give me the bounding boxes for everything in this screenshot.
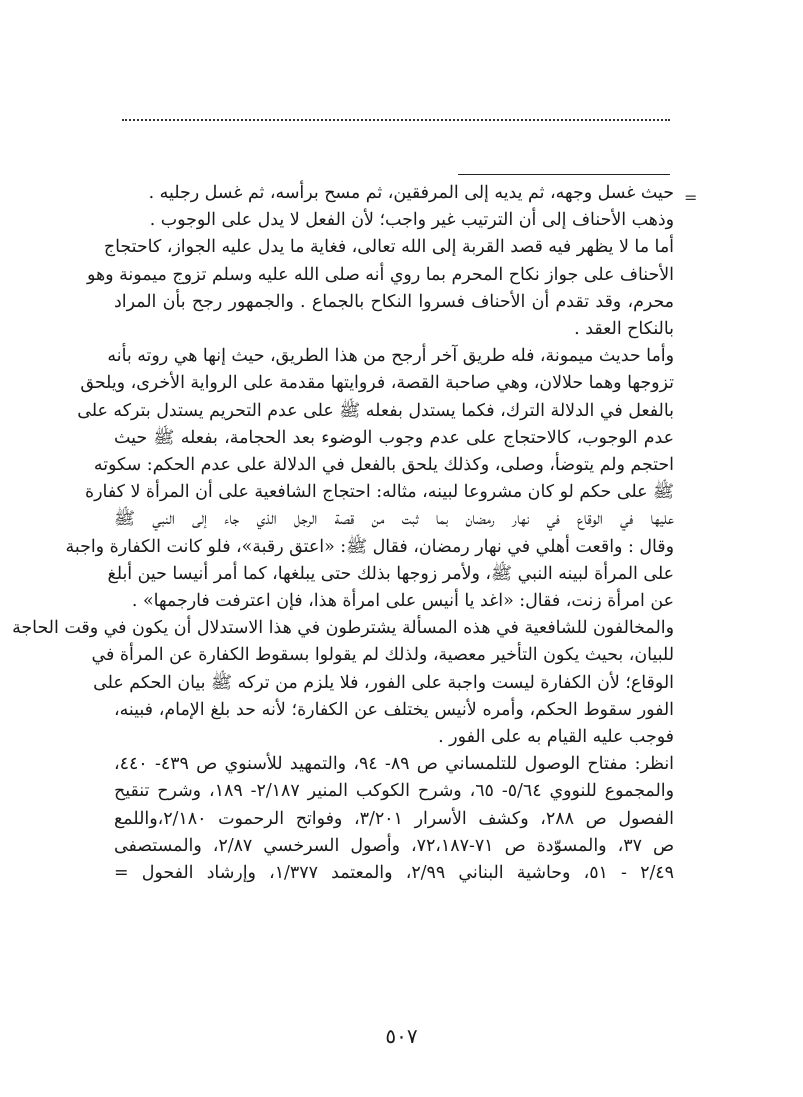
footnote-line: حيث غسل وجهه، ثم يديه إلى المرفقين، ثم مسح برأسه، ثم غسل رجليه . (148, 183, 674, 203)
footnote-line: عليها في الوقاع في نهار رمضان بما ثبت من قصة الرجل الذي جاء إلى النبي ﷺ (114, 509, 674, 530)
footnote-line: الفور سقوط الحكم، وأمره لأنيس يختلف عن الكفارة؛ لأنه حد بلغ الإمام، فبينه، (114, 699, 674, 720)
footnote-line: الوقاع؛ لأن الكفارة ليست واجبة على الفور، فلا يلزم من تركه ﷺ بيان الحكم على (93, 672, 674, 693)
footnote-line: فوجب عليه القيام به على الفور . (438, 727, 674, 748)
continuation-mark: = (684, 188, 698, 207)
reference-line: انظر: مفتاح الوصول للتلمساني ص ٨٩- ٩٤، والتمهيد للأسنوي ص ٤٣٩- ٤٤٠، (114, 754, 674, 775)
reference-line: والمجموع للنووي ٥/٦٤- ٦٥، وشرح الكوكب المنير ٢/١٨٧- ١٨٩، وشرح تنقيح (114, 781, 674, 802)
footnote-line: تزوجها وهما حلالان، وهي صاحبة القصة، فروايتها مقدمة على الرواية الأخرى، ويلحق (80, 373, 674, 394)
dotted-separator (122, 119, 670, 121)
page-number: ٥٠٧ (385, 1024, 418, 1048)
footnote-line: وأما حديث ميمونة، فله طريق آخر أرجح من هذا الطريق، حيث إنها هي روته بأنه (107, 346, 674, 367)
footnote-line: أما ما لا يظهر فيه قصد القربة إلى الله تعالى، فغاية ما يدل عليه الجواز، كاحتجاج (103, 237, 674, 258)
footnote-body (12, 180, 674, 887)
reference-line: الفصول ص ٢٨٨، وكشف الأسرار ٣/٢٠١، وفواتح الرحموت ٢/١٨٠،واللمع (114, 808, 674, 829)
footnote-line: بالنكاح العقد . (574, 319, 674, 340)
footnote-line: وذهب الأحناف إلى أن الترتيب غير واجب؛ لأن الفعل لا يدل على الوجوب . (149, 210, 674, 231)
footnote-separator-rule (458, 174, 670, 175)
footnote-line: بالفعل في الدلالة الترك، فكما يستدل بفعله ﷺ على عدم التحريم يستدل بتركه على (77, 400, 674, 421)
footnote-line: احتجم ولم يتوضأ، وصلى، وكذلك يلحق بالفعل في الدلالة على عدم الحكم: سكوته (93, 455, 674, 476)
footnote-line: عدم الوجوب، كالاحتجاج على عدم وجوب الوضوء بعد الحجامة، بفعله ﷺ حيث (114, 427, 674, 448)
reference-line: ص ٣٧، والمسوّدة ص ٧١-٧٢،١٨٧، وأصول السرخسي ٢/٨٧، والمستصفى (114, 835, 674, 856)
footnote-line: للبيان، بحيث يكون التأخير معصية، ولذلك لم يقولوا بسقوط الكفارة عن المرأة في (91, 645, 674, 666)
footnote-line: والمخالفون للشافعية في هذه المسألة يشترطون في هذا الاستدلال أن يكون في وقت الحاجة (12, 618, 674, 639)
footnote-line: وقال : واقعت أهلي في نهار رمضان، فقال ﷺ: «اعتق رقبة»، فلو كانت الكفارة واجبة (65, 536, 674, 557)
footnote-line: ﷺ على حكم لو كان مشروعا لبينه، مثاله: احتجاج الشافعية على أن المرأة لا كفارة (85, 482, 674, 503)
footnote-line: عن امرأة زنت، فقال: «اغد يا أنيس على امرأة هذا، فإن اعترفت فارجمها» . (131, 591, 674, 612)
footnote-line: الأحناف على جواز نكاح المحرم بما روي أنه صلى الله عليه وسلم تزوج ميمونة وهو (86, 264, 674, 285)
reference-line: ٢/٤٩ - ٥١، وحاشية البناني ٢/٩٩، والمعتمد ١/٣٧٧، وإرشاد الفحول = (114, 863, 674, 884)
footnote-line: على المرأة لبينه النبي ﷺ، ولأمر زوجها بذلك حتى يبلغها، كما أمر أنيسا حين أبلغ (107, 563, 674, 584)
footnote-line: محرم، وقد تقدم أن الأحناف فسروا النكاح بالجماع . والجمهور رجح بأن المراد (114, 291, 674, 312)
